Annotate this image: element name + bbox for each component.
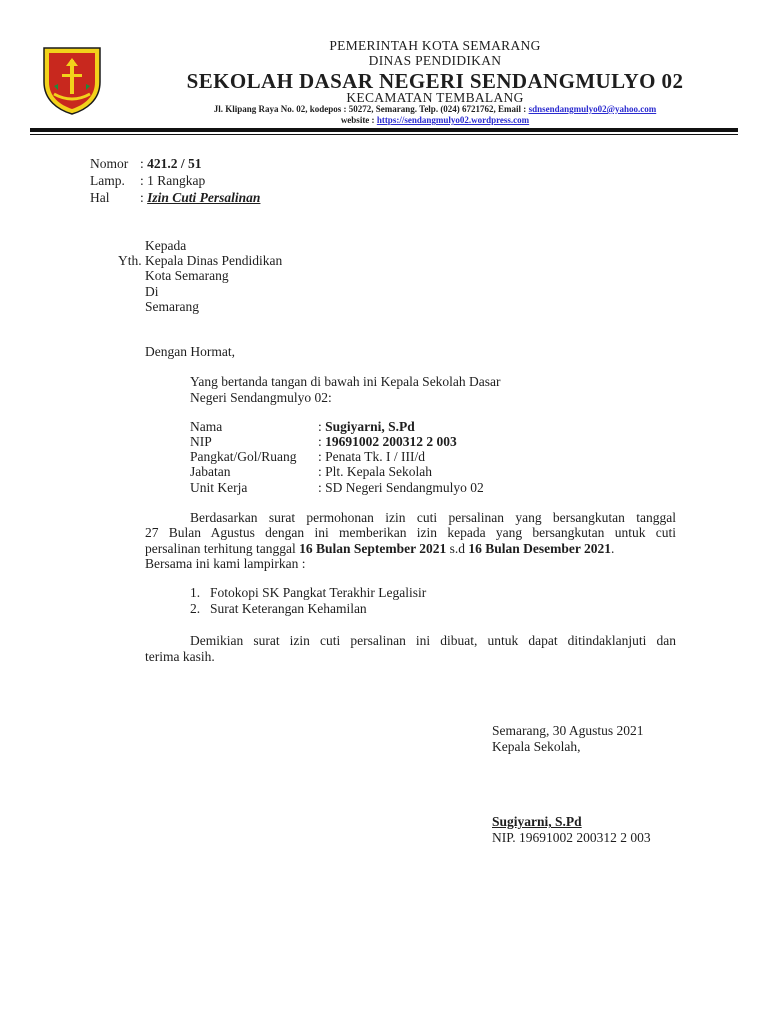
- website-link[interactable]: https://sendangmulyo02.wordpress.com: [376, 115, 530, 125]
- identity-label: Jabatan: [190, 464, 231, 479]
- header-divider-thin: [30, 134, 738, 135]
- nomor-row: Nomor : 421.2 / 51: [90, 156, 202, 171]
- attachment-number: 1.: [190, 585, 201, 600]
- identity-row-unit: Unit Kerja : SD Negeri Sendangmulyo 02: [190, 480, 484, 495]
- header-divider-thick: [30, 128, 738, 132]
- nomor-label: Nomor: [90, 156, 129, 171]
- attachment-text: Fotokopi SK Pangkat Terakhir Legalisir: [210, 585, 427, 600]
- closing-line-2: terima kasih.: [145, 649, 215, 664]
- intro-line-1: Yang bertanda tangan di bawah ini Kepala Sekolah Dasar: [190, 374, 501, 389]
- para-line-3-b: s.d: [449, 541, 465, 556]
- signature-position: Kepala Sekolah,: [492, 739, 581, 754]
- leave-start-date: 16 Bulan September 2021: [299, 541, 447, 556]
- leave-end-date: 16 Bulan Desember 2021: [468, 541, 611, 556]
- signature-place-date: Semarang, 30 Agustus 2021: [492, 723, 644, 738]
- closing-line-1: Demikian surat izin cuti persalinan ini dibuat, untuk dapat ditindaklanjuti dan: [190, 633, 676, 648]
- identity-label: Nama: [190, 419, 223, 434]
- identity-row-nip: NIP : 19691002 200312 2 003: [190, 434, 457, 449]
- lamp-value: 1 Rangkap: [147, 173, 206, 188]
- recipient-kepada: Kepada: [145, 238, 187, 253]
- nomor-value: 421.2 / 51: [147, 156, 202, 171]
- identity-value: Plt. Kepala Sekolah: [325, 464, 432, 479]
- attachment-number: 2.: [190, 601, 201, 616]
- recipient-di: Di: [145, 284, 159, 299]
- address-text: Jl. Klipang Raya No. 02, kodepos : 50272, Semarang. Telp. (024) 6721762, Email :: [213, 104, 527, 114]
- attachment-item: [190, 585, 426, 601]
- school-address: [110, 104, 760, 114]
- website-label: website :: [340, 115, 375, 125]
- attachment-item: [190, 601, 367, 617]
- para-line-4: Bersama ini kami lampirkan :: [145, 556, 306, 571]
- recipient-yth: Yth. Kepala Dinas Pendidikan: [118, 253, 283, 268]
- identity-row-nama: Nama : Sugiyarni, S.Pd: [190, 419, 415, 434]
- district-name: KECAMATAN TEMBALANG: [346, 90, 524, 105]
- recipient-city: Kota Semarang: [145, 268, 229, 283]
- signature-name: Sugiyarni, S.Pd: [492, 814, 582, 829]
- identity-value: Sugiyarni, S.Pd: [325, 419, 415, 434]
- identity-row-pangkat: Pangkat/Gol/Ruang : Penata Tk. I / III/d: [190, 449, 425, 464]
- para-line-1: Berdasarkan surat permohonan izin cuti persalinan yang bersangkutan tanggal: [190, 510, 676, 525]
- greeting: Dengan Hormat,: [145, 344, 235, 359]
- signature-nip: NIP. 19691002 200312 2 003: [492, 830, 651, 845]
- para-line-3-a: persalinan terhitung tanggal: [145, 541, 296, 556]
- identity-value: SD Negeri Sendangmulyo 02: [325, 480, 484, 495]
- school-website: [110, 115, 760, 125]
- hal-value: Izin Cuti Persalinan: [147, 190, 261, 205]
- department-name: DINAS PENDIDIKAN: [368, 53, 502, 68]
- identity-label: NIP: [190, 434, 212, 449]
- recipient-place: Semarang: [145, 299, 199, 314]
- identity-value: Penata Tk. I / III/d: [325, 449, 425, 464]
- hal-label: Hal: [90, 190, 110, 205]
- lamp-row: Lamp. : 1 Rangkap: [90, 173, 206, 188]
- para-line-3: persalinan terhitung tanggal 16 Bulan September 2021 s.d 16 Bulan Desember 2021.: [145, 541, 615, 556]
- lamp-label: Lamp.: [90, 173, 125, 188]
- identity-row-jabatan: Jabatan : Plt. Kepala Sekolah: [190, 464, 432, 479]
- hal-row: Hal : Izin Cuti Persalinan: [90, 190, 261, 205]
- city-emblem-logo: [40, 44, 104, 116]
- government-name: PEMERINTAH KOTA SEMARANG: [329, 38, 541, 53]
- email-link[interactable]: sdnsendangmulyo02@yahoo.com: [528, 104, 657, 114]
- school-name: SEKOLAH DASAR NEGERI SENDANGMULYO 02: [186, 69, 684, 93]
- identity-value: 19691002 200312 2 003: [325, 434, 457, 449]
- identity-label: Pangkat/Gol/Ruang: [190, 449, 297, 464]
- attachment-text: Surat Keterangan Kehamilan: [210, 601, 367, 616]
- identity-label: Unit Kerja: [190, 480, 248, 495]
- intro-line-2: Negeri Sendangmulyo 02:: [190, 390, 332, 405]
- para-line-2: 27 Bulan Agustus dengan ini memberikan izin kepada yang bersangkutan untuk cuti: [145, 525, 676, 540]
